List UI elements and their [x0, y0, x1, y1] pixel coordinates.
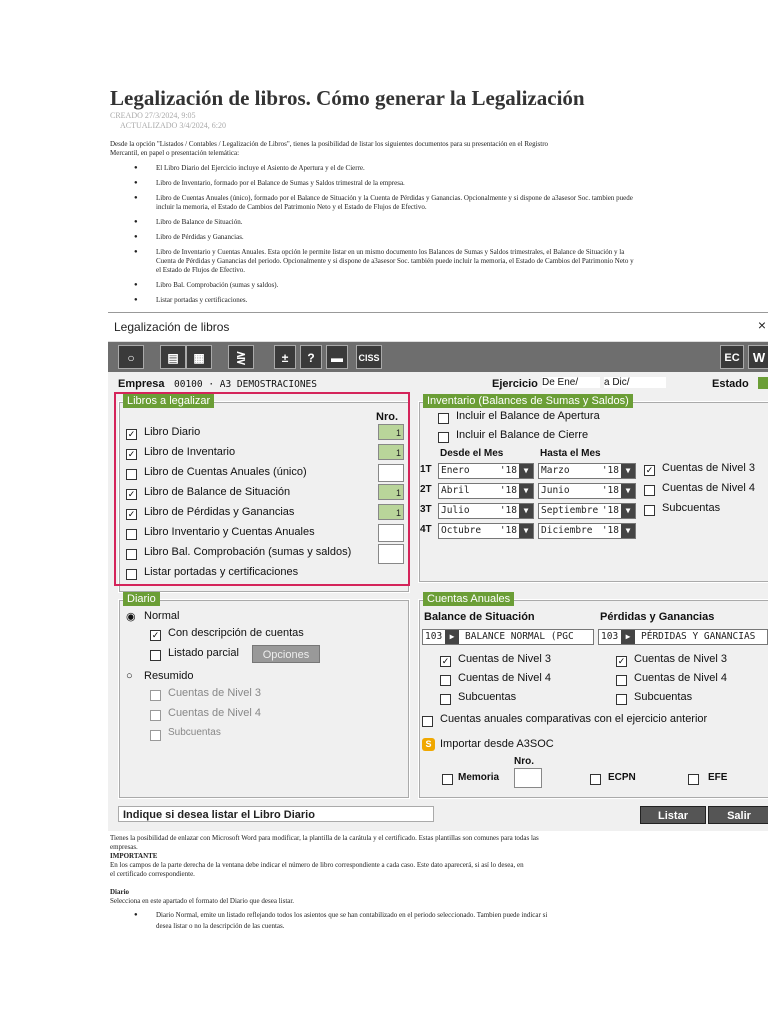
export-icon[interactable]: ⋛: [228, 345, 254, 369]
desde-label: Desde el Mes: [440, 448, 504, 459]
normal-radio[interactable]: ◉: [126, 611, 136, 623]
normal-label: Normal: [144, 610, 180, 622]
list-item: ● Libro de Cuentas Anuales (único), formado por el Balance de Situación y la Cuenta de Pérdidas y Ganancias. Opcionalmente y si dispone de a3asesor Soc. tambien puede incluir la memoria, el Estado de Cambios del Patrimonio Neto y el Estado de Flujos de Efectivo.: [110, 194, 640, 212]
diario-subcuentas-checkbox[interactable]: [150, 730, 161, 741]
salir-button[interactable]: Salir: [708, 806, 768, 824]
desde-4t-select[interactable]: Octubre '18 ▼: [438, 523, 534, 539]
list-item: ● Libro de Pérdidas y Ganancias.: [110, 233, 640, 242]
con-descripcion-checkbox[interactable]: ✓: [151, 630, 160, 640]
hasta-4t-select[interactable]: Diciembre '18 ▼: [538, 523, 636, 539]
libro-diario-nro[interactable]: 1: [378, 424, 404, 440]
pyg-select[interactable]: 103 PÉRDIDAS Y GANANCIAS ▶: [598, 629, 768, 645]
ecpn-checkbox[interactable]: [590, 774, 601, 785]
status-bar: Indique si desea listar el Libro Diario: [118, 806, 434, 822]
refresh-icon[interactable]: ○: [118, 345, 144, 369]
ecpn-label: ECPN: [608, 772, 636, 783]
window-icon[interactable]: ▬: [326, 345, 348, 369]
important-line-2: el certificado correspondiente.: [110, 870, 195, 878]
libro-pyg-checkbox[interactable]: ✓: [127, 509, 136, 519]
libro-balance-checkbox[interactable]: ✓: [127, 489, 136, 499]
balance-label: Balance de Situación: [424, 611, 535, 623]
list-item: ● El Libro Diario del Ejercicio incluye el Asiento de Apertura y el de Cierre.: [110, 164, 640, 173]
cierre-checkbox[interactable]: [438, 432, 449, 443]
opciones-button[interactable]: Opciones: [252, 645, 320, 663]
article-title: Legalización de libros. Cómo generar la Legalización: [110, 86, 585, 110]
ejercicio-label: Ejercicio: [492, 378, 538, 390]
inv-nivel4-label: Cuentas de Nivel 4: [662, 482, 755, 494]
diario-nivel4-label: Cuentas de Nivel 4: [168, 707, 261, 719]
cierre-label: Incluir el Balance de Cierre: [456, 429, 589, 441]
close-icon[interactable]: ×: [757, 317, 766, 333]
inv-nivel3-checkbox[interactable]: ✓: [645, 465, 654, 475]
diario-line-1: Selecciona en este apartado el formato del Diario que desea listar.: [110, 897, 295, 905]
list-icon[interactable]: ▦: [186, 345, 212, 369]
inv-subcuentas-label: Subcuentas: [662, 502, 721, 514]
help-icon[interactable]: ?: [300, 345, 322, 369]
important-line-1: En los campos de la parte derecha de la ventana debe indicar el número de libro correspondiente a cada caso. Este dato aparecerá, si así lo desea, en: [110, 861, 524, 869]
desde-3t-select[interactable]: Julio '18 ▼: [438, 503, 534, 519]
efe-label: EFE: [708, 772, 728, 783]
balance-select[interactable]: 103 BALANCE NORMAL (PGC ▶: [422, 629, 594, 645]
libro-pyg-nro[interactable]: 1: [378, 504, 404, 520]
inv-nivel4-checkbox[interactable]: [644, 485, 655, 496]
apertura-label: Incluir el Balance de Apertura: [456, 410, 600, 422]
ca-balance-nivel3-checkbox[interactable]: ✓: [441, 656, 450, 666]
ejercicio-to[interactable]: a Dic/: [604, 377, 666, 388]
inv-nivel3-label: Cuentas de Nivel 3: [662, 462, 755, 474]
diario-nivel3-checkbox[interactable]: [150, 690, 161, 701]
ca-balance-nivel4-checkbox[interactable]: [440, 675, 451, 686]
hasta-label: Hasta el Mes: [540, 448, 601, 459]
list-item: ● Libro de Inventario, formado por el Balance de Sumas y Saldos trimestral de la empresa.: [110, 179, 640, 188]
ca-pyg-subcuentas-checkbox[interactable]: [616, 694, 627, 705]
portadas-label: Listar portadas y certificaciones: [144, 566, 299, 578]
listar-button[interactable]: Listar: [640, 806, 706, 824]
nro-label: Nro.: [376, 411, 398, 423]
list-item: ● Libro de Balance de Situación.: [110, 218, 640, 227]
memoria-checkbox[interactable]: [442, 774, 453, 785]
list-item: ● Listar portadas y certificaciones.: [110, 296, 640, 305]
quarter-label: 2T: [420, 484, 432, 495]
ec-button[interactable]: EC: [720, 345, 744, 369]
quarter-label: 3T: [420, 504, 432, 515]
comparativas-label: Cuentas anuales comparativas con el ejercicio anterior: [440, 713, 708, 725]
anuales-nro-label: Nro.: [514, 756, 534, 767]
word-button[interactable]: W: [748, 345, 768, 369]
resumido-label: Resumido: [144, 670, 194, 682]
ciss-button[interactable]: CISS: [356, 345, 382, 369]
cuentas-anuales-title: Cuentas Anuales: [423, 592, 514, 606]
empresa-value: 00100 · A3 DEMOSTRACIONES: [174, 379, 317, 390]
ca-balance-subcuentas-label: Subcuentas: [458, 691, 517, 703]
hasta-3t-select[interactable]: Septiembre '18 ▼: [538, 503, 636, 519]
quarter-label: 4T: [420, 524, 432, 535]
hasta-1t-select[interactable]: Marzo '18 ▼: [538, 463, 636, 479]
libro-pyg-label: Libro de Pérdidas y Ganancias: [144, 506, 295, 518]
anuales-nro-input[interactable]: [514, 768, 542, 788]
after-line-1: Tienes la posibilidad de enlazar con Microsoft Word para modificar, la plantilla de la carátula y el certificado. Estas plantillas son comunes para todas las: [110, 834, 539, 842]
libro-inventario-label: Libro de Inventario: [144, 446, 236, 458]
ejercicio-from[interactable]: De Ene/: [542, 377, 600, 388]
libro-inventario-checkbox[interactable]: ✓: [127, 449, 136, 459]
memoria-label: Memoria: [458, 772, 500, 783]
libro-inventario-nro[interactable]: 1: [378, 444, 404, 460]
toolbar: [108, 342, 768, 372]
libro-diario-label: Libro Diario: [144, 426, 201, 438]
diario-nivel4-checkbox[interactable]: [150, 710, 161, 721]
window-titlebar: [108, 313, 768, 342]
inv-subcuentas-checkbox[interactable]: [644, 505, 655, 516]
diario-nivel3-label: Cuentas de Nivel 3: [168, 687, 261, 699]
resumido-radio[interactable]: ○: [126, 670, 133, 682]
hasta-2t-select[interactable]: Junio '18 ▼: [538, 483, 636, 499]
diario-bullet-cont: desea listar o no la descripción de las cuentas.: [156, 922, 285, 930]
created-date: CREADO 27/3/2024, 9:05: [110, 111, 196, 120]
list-item: ● Libro de Inventario y Cuentas Anuales. Esta opción le permite listar en un mismo documento los Balances de Sumas y Saldos trimestrales, el Balance de Situación y la Cuenta de Pérdidas y Ganancias del periodo. Opcionalmente y si dispone de a3asesor Soc. también puede incluir la memoria, el Estado de Cambios del Patrimonio Neto y el Estado de Flujos de Efectivo.: [110, 248, 640, 275]
libro-inv-ca-label: Libro Inventario y Cuentas Anuales: [144, 526, 315, 538]
updated-date: ACTUALIZADO 3/4/2024, 6:20: [120, 121, 226, 130]
con-descripcion-label: Con descripción de cuentas: [168, 627, 304, 639]
libro-cuentas-anuales-label: Libro de Cuentas Anuales (único): [144, 466, 307, 478]
intro-line-2: Mercantil, en papel o presentación telemática:: [110, 149, 240, 157]
after-line-2: empresas.: [110, 843, 138, 851]
important-heading: IMPORTANTE: [110, 852, 158, 860]
importar-link[interactable]: Importar desde A3SOC: [440, 738, 554, 750]
libro-balance-label: Libro de Balance de Situación: [144, 486, 291, 498]
diario-subcuentas-label: Subcuentas: [168, 727, 221, 738]
plus-minus-icon[interactable]: ±: [274, 345, 296, 369]
ca-pyg-nivel4-label: Cuentas de Nivel 4: [634, 672, 727, 684]
window-title: Legalización de libros: [114, 320, 230, 334]
libro-bal-comprobacion-label: Libro Bal. Comprobación (sumas y saldos): [144, 546, 352, 558]
document-list: [110, 164, 640, 311]
print-icon[interactable]: ▤: [160, 345, 186, 369]
listado-parcial-label: Listado parcial: [168, 647, 239, 659]
efe-checkbox[interactable]: [688, 774, 699, 785]
diario-heading: Diario: [110, 888, 130, 896]
comparativas-checkbox[interactable]: [422, 716, 433, 727]
ca-pyg-subcuentas-label: Subcuentas: [634, 691, 693, 703]
empresa-label: Empresa: [118, 378, 165, 390]
highlight-frame: [114, 392, 410, 586]
libros-title: Libros a legalizar: [123, 394, 214, 408]
estado-indicator: [758, 377, 768, 389]
ca-balance-subcuentas-checkbox[interactable]: [440, 694, 451, 705]
inventario-title: Inventario (Balances de Sumas y Saldos): [423, 394, 633, 408]
ca-pyg-nivel4-checkbox[interactable]: [616, 675, 627, 686]
estado-label: Estado: [712, 378, 749, 390]
ca-pyg-nivel3-label: Cuentas de Nivel 3: [634, 653, 727, 665]
libro-balance-nro[interactable]: 1: [378, 484, 404, 500]
libro-diario-checkbox[interactable]: ✓: [127, 429, 136, 439]
desde-1t-select[interactable]: Enero '18 ▼: [438, 463, 534, 479]
ca-pyg-nivel3-checkbox[interactable]: ✓: [617, 656, 626, 666]
intro-line-1: Desde la opción "Listados / Contables / Legalización de Libros", tienes la posibilidad de listar los siguientes documentos para su presentación en el Registro: [110, 140, 549, 148]
list-item: ● Libro Bal. Comprobación (sumas y saldos).: [110, 281, 640, 290]
pyg-label: Pérdidas y Ganancias: [600, 611, 715, 623]
desde-2t-select[interactable]: Abril '18 ▼: [438, 483, 534, 499]
listado-parcial-checkbox[interactable]: [150, 650, 161, 661]
diario-title: Diario: [123, 592, 160, 606]
ca-balance-nivel3-label: Cuentas de Nivel 3: [458, 653, 551, 665]
a3soc-icon[interactable]: S: [422, 738, 435, 751]
ca-balance-nivel4-label: Cuentas de Nivel 4: [458, 672, 551, 684]
apertura-checkbox[interactable]: [438, 413, 449, 424]
quarter-label: 1T: [420, 464, 432, 475]
